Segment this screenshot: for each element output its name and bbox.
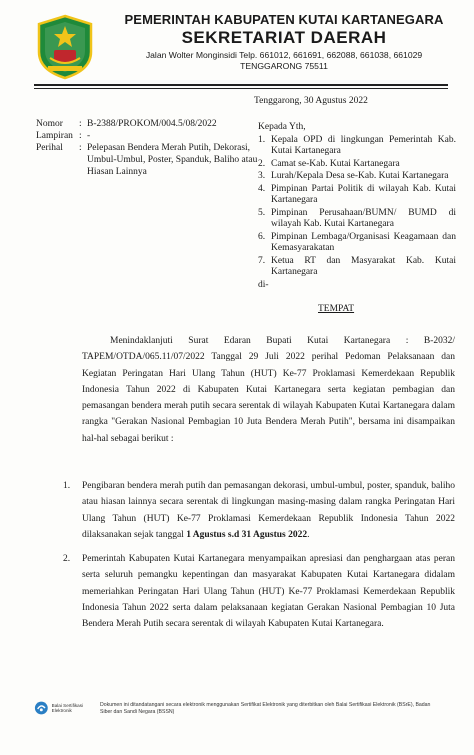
recipient-item	[258, 208, 456, 231]
point-number: 2.	[63, 554, 71, 565]
list-item	[63, 478, 455, 543]
letterhead-office: SEKRETARIAT DAERAH	[181, 28, 387, 47]
meta-key: Lampiran	[36, 131, 73, 141]
recipient-number: 3.	[258, 171, 266, 181]
footer	[34, 700, 454, 716]
point-number: 1.	[63, 481, 71, 491]
point-text-main: Pemerintah Kabupaten Kutai Kartanegara menyampaikan apresiasi dan penghargaan atas peran serta seluruh pemangku kepentingan dan masyarakat Kabupaten Kutai Kartanegara didalam memeriahkan Peringatan Hari Ulang Tahun (HUT) Ke-77 Proklamasi Kemerdekaan Republik Indonesia Tahun 2022 serta dalam pelaksanaan kegiatan Gerakan Nasional Pembagian 10 Juta Bendera Merah Putih secara serentak di wilayah Kabupaten Kutai Kartanegara.	[82, 554, 455, 630]
recipient-text: Pimpinan Partai Politik di wilayah Kab. Kutai Kartanegara	[271, 183, 456, 205]
kutai-kartanegara-emblem-icon	[36, 14, 94, 80]
recipient-text: Lurah/Kepala Desa se-Kab. Kutai Kartanegara	[271, 171, 449, 181]
recipient-number: 5.	[258, 207, 266, 218]
recipient-text: Pimpinan Perusahaan/BUMN/ BUMD di wilayah Kab. Kutai Kartanegara	[271, 207, 456, 229]
meta-row-perihal	[36, 142, 273, 178]
letterhead-city: TENGGARONG 75511	[240, 61, 328, 71]
recipient-number: 1.	[258, 134, 266, 145]
letterhead-rule-thin	[34, 88, 448, 89]
footer-note: Dokumen ini ditandatangani secara elektronik menggunakan Sertifikat Elektronik yang diterbitkan oleh Balai Sertifikasi Elektronik (BSrE), Badan Siber dan Sandi Negara (BSSN)	[100, 702, 431, 715]
letter-body-paragraph: Menindaklanjuti Surat Edaran Bupati Kutai Kartanegara : B-2032/ TAPEM/OTDA/065.11/07/2022 Tanggal 29 Juli 2022 perihal Pedoman Pelaksanaan dan Kegiatan Peringatan Hari Ulang Tahun (HUT) Ke-77 Proklamasi Kemerdekaan Republik Indonesia Tahun 2022 di Kabupaten Kutai Kartanegara serta kegiatan pembagian dan pemasangan bendera merah putih secara serentak di wilayah Kabupaten Kutai Kartanegara dalam rangka "Gerakan Nasional Pembagian 10 Juta Bendera Merah Putih", bersama ini disampaikan hal-hal sebagai berikut :	[82, 336, 455, 444]
meta-row-lampiran	[36, 130, 273, 142]
meta-key: Nomor	[36, 119, 63, 129]
meta-key: Perihal	[36, 143, 63, 153]
recipient-text: Ketua RT dan Masyarakat Kab. Kutai Kartanegara	[271, 255, 456, 277]
bsre-logo	[34, 700, 100, 716]
meta-value: -	[87, 131, 91, 141]
point-text	[82, 551, 455, 632]
recipient-text: Pimpinan Lembaga/Organisasi Keagamaan dan Kemasyarakatan	[271, 231, 456, 253]
recipient-number: 2.	[258, 158, 266, 169]
meta-colon: :	[79, 119, 82, 129]
letterhead-rule	[34, 84, 448, 86]
letter-points	[63, 478, 455, 641]
recipient-di: di-	[258, 279, 269, 290]
recipient-item	[258, 159, 456, 171]
meta-colon: :	[79, 143, 82, 153]
letterhead-address: Jalan Wolter Monginsidi Telp. 661012, 661691, 662088, 661038, 661029	[145, 50, 423, 60]
list-item	[63, 551, 455, 632]
letter-date: Tenggarong, 30 Agustus 2022	[254, 96, 368, 106]
recipient-block	[258, 122, 456, 291]
meta-value: Pelepasan Bendera Merah Putih, Dekorasi, Umbul-Umbul, Poster, Spanduk, Baliho atau Hiasan Lainnya	[87, 143, 258, 177]
point-text-bold: 1 Agustus s.d 31 Agustus 2022	[186, 529, 308, 540]
meta-row-nomor	[36, 118, 273, 130]
meta-value: B-2388/PROKOM/004.5/08/2022	[87, 119, 217, 129]
meta-colon: :	[79, 131, 82, 141]
letterhead-government: PEMERINTAH KABUPATEN KUTAI KARTANEGARA	[124, 12, 444, 27]
point-text-tail: .	[307, 529, 310, 540]
recipient-item	[258, 135, 456, 158]
recipient-place: TEMPAT	[318, 304, 355, 314]
recipient-number: 4.	[258, 183, 266, 194]
recipient-text: Camat se-Kab. Kutai Kartanegara	[271, 158, 400, 169]
recipient-text: Kepala OPD di lingkungan Pemerintah Kab. Kutai Kartanegara	[271, 134, 456, 156]
letter-meta	[36, 118, 273, 178]
recipient-item	[258, 232, 456, 255]
bsre-icon	[34, 700, 49, 716]
recipient-number: 7.	[258, 255, 266, 266]
point-text	[82, 478, 455, 543]
recipient-item	[258, 184, 456, 207]
recipient-item	[258, 256, 456, 279]
recipient-number: 6.	[258, 231, 266, 242]
letterhead	[108, 12, 460, 72]
recipient-heading: Kepada Yth,	[258, 122, 306, 132]
recipient-item	[258, 171, 456, 183]
point-text-main: Pengibaran bendera merah putih dan pemasangan dekorasi, umbul-umbul, poster, spanduk, baliho atau hiasan lainnya secara serentak di lingkungan masing-masing dalam rangka Peringatan Hari Ulang Tahun (HUT) Ke-77 Proklamasi Kemerdekaan Republik Indonesia Tahun 2022 dilaksanakan sejak tanggal	[82, 481, 455, 540]
bsre-label: Balai Sertifikasi Elektronik	[51, 702, 84, 713]
